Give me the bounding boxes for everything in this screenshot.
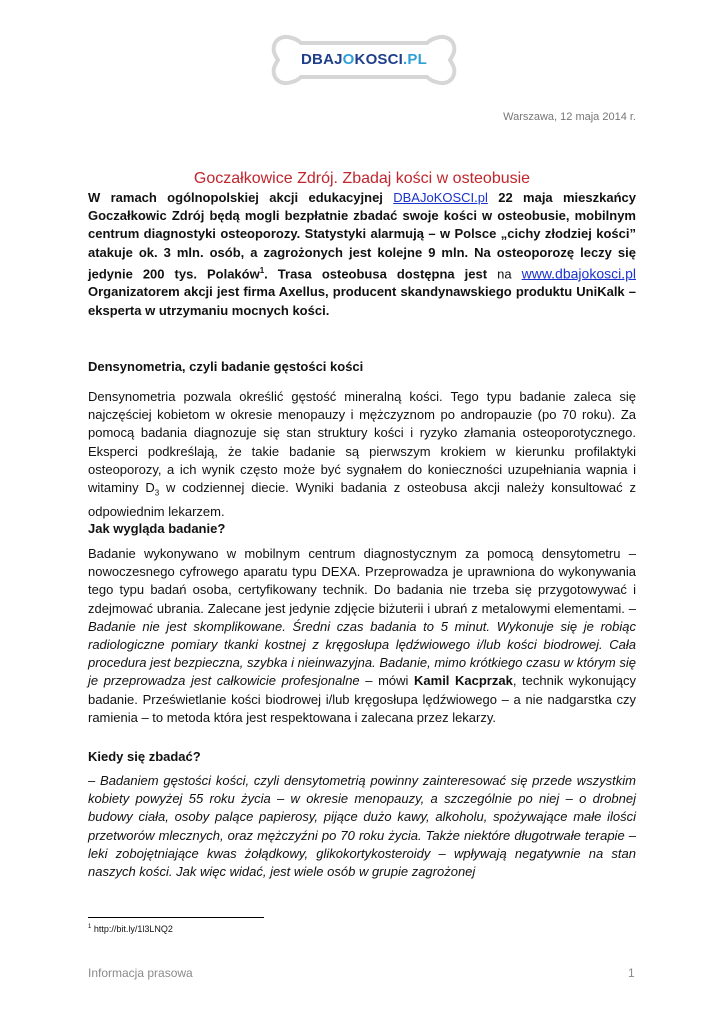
section-heading-densynometria: Densynometria, czyli badanie gęstości kości [88, 359, 364, 374]
document-title: Goczałkowice Zdrój. Zbadaj kości w osteobusie [193, 170, 531, 187]
section-heading-jak-wyglada: Jak wygląda badanie? [88, 521, 226, 536]
intro-paragraph: W ramach ogólnopolskiej akcji edukacyjnej DBAJoKOSCI.pl 22 maja mieszkańcy Goczałkowic Zdrój będą mogli bezpłatnie zbadać swoje kości w osteobusie, mobilnym centrum diagnostyki osteoporozy. Statystyki alarmują – w Polsce „cichy złodziej kości” atakuje ok. 3 mln. osób, a zagrożonych jest kolejne 9 mln. Na osteoporozę leczy się jedynie 200 tys. Polaków$^1$. Trasa osteobusa dostępna jest na www.dbajokosci.pl Organizatorem akcji jest firma Axellus, producent skandynawskiego produktu UniKalk – eksperta w utrzymaniu mocnych kości. [88, 190, 636, 318]
section-paragraph-kiedy: – Badaniem gęstości kości, czyli densytometrią powinny zainteresować się przede wszystkim kobiety powyżej 55 roku życia – w okresie menopauzy, a szczególnie po niej – o drobnej budowy ciała, osoby palące papierosy, pijące dużo kawy, alkoholu, spożywające małe ilości przetworów mlecznych, oraz mężczyźni po 70 roku życia. Także niektóre długotrwałe terapie – leki zobojętniające kwas żołądkowy, glikokortykosteroidy – wpływają negatywnie na stan naszych kości. Jak więc widać, jest wiele osób w grupie zagrożonej [88, 773, 636, 880]
section-paragraph-densynometria: Densynometria pozwala określić gęstość mineralną kości. Tego typu badanie zaleca się najczęściej kobietom w okresie menopauzy i mężczyznom po andropauzie (po 70 roku). Za pomocą badania diagnozuje się stan struktury kości i ryzyko złamania osteoporotycznego. Eksperci podkreślają, że takie badanie są pierwszym krokiem w kierunku profilaktyki osteoporozy, a ich wynik często może być sygnałem do konieczności uzupełniania wapnia i witaminy $D_3$ w codziennej diecie. Wyniki badania z osteobusa akcji należy konsultować z odpowiednim lekarzem. [88, 389, 636, 519]
footnote-ref: 1 [259, 265, 265, 275]
section-paragraph-jak-wyglada: Badanie wykonywano w mobilnym centrum diagnostycznym za pomocą densytometru – nowoczesnego cyfrowego aparatu typu DEXA. Przeprowadza je uprawniona do wykonywania tego typu badań osoba, certyfikowany technik. Do badania nie trzeba się przygotowywać i zdejmować ubrania. Zalecane jest jedynie zdjęcie biżuterii i ubrań z metalowymi elementami. – Badanie nie jest skomplikowane. Średni czas badania to 5 minut. Wykonuje się je robiąc radiologiczne pomiary tkanki kostnej z kręgosłupa lędźwiowego i/lub kości biodrowej. Cała procedura jest bezpieczna, szybka i nieinwazyjna. Badanie, mimo krótkiego czasu w którym się je przeprowadza jest całkowicie profesjonalne – mówi Kamil Kacprzak, technik wykonujący badanie. Prześwietlanie kości biodrowej i/lub kręgosłupa lędźwiowego – a nie nadgarstka czy ramienia – to metoda która jest respektowana i zalecana przez lekarzy. [88, 546, 637, 725]
footnote: $^1$ http://bit.ly/1l3LNQ2 [88, 924, 173, 934]
page-number: 1 [628, 966, 635, 980]
website-link[interactable]: www.dbajokosci.pl [521, 265, 636, 282]
dbajokosci-link[interactable]: DBAJoKOSCI.pl [393, 190, 488, 205]
logo-wordmark: DBAJOKOSCI.PL [301, 51, 427, 68]
section-heading-kiedy: Kiedy się zbadać? [88, 749, 201, 764]
quote-text: – Badanie nie jest skomplikowane. Średni czas badania to 5 minut. Wykonuje się je robiąc radiologiczne pomiary tkanki kostnej z kręgosłupa lędźwiowego i/lub kości biodrowej. Cała procedura jest bezpieczna, szybka i nieinwazyjna. Badanie, mimo krótkiego czasu w którym się je przeprowadza jest całkowicie profesjonalne [88, 600, 636, 689]
date-line: Warszawa, 12 maja 2014 r. [503, 111, 636, 123]
footer-label: Informacja prasowa [88, 966, 193, 980]
footnote-divider [88, 917, 264, 918]
person-name: Kamil Kacprzak [414, 673, 513, 689]
logo [270, 32, 458, 88]
